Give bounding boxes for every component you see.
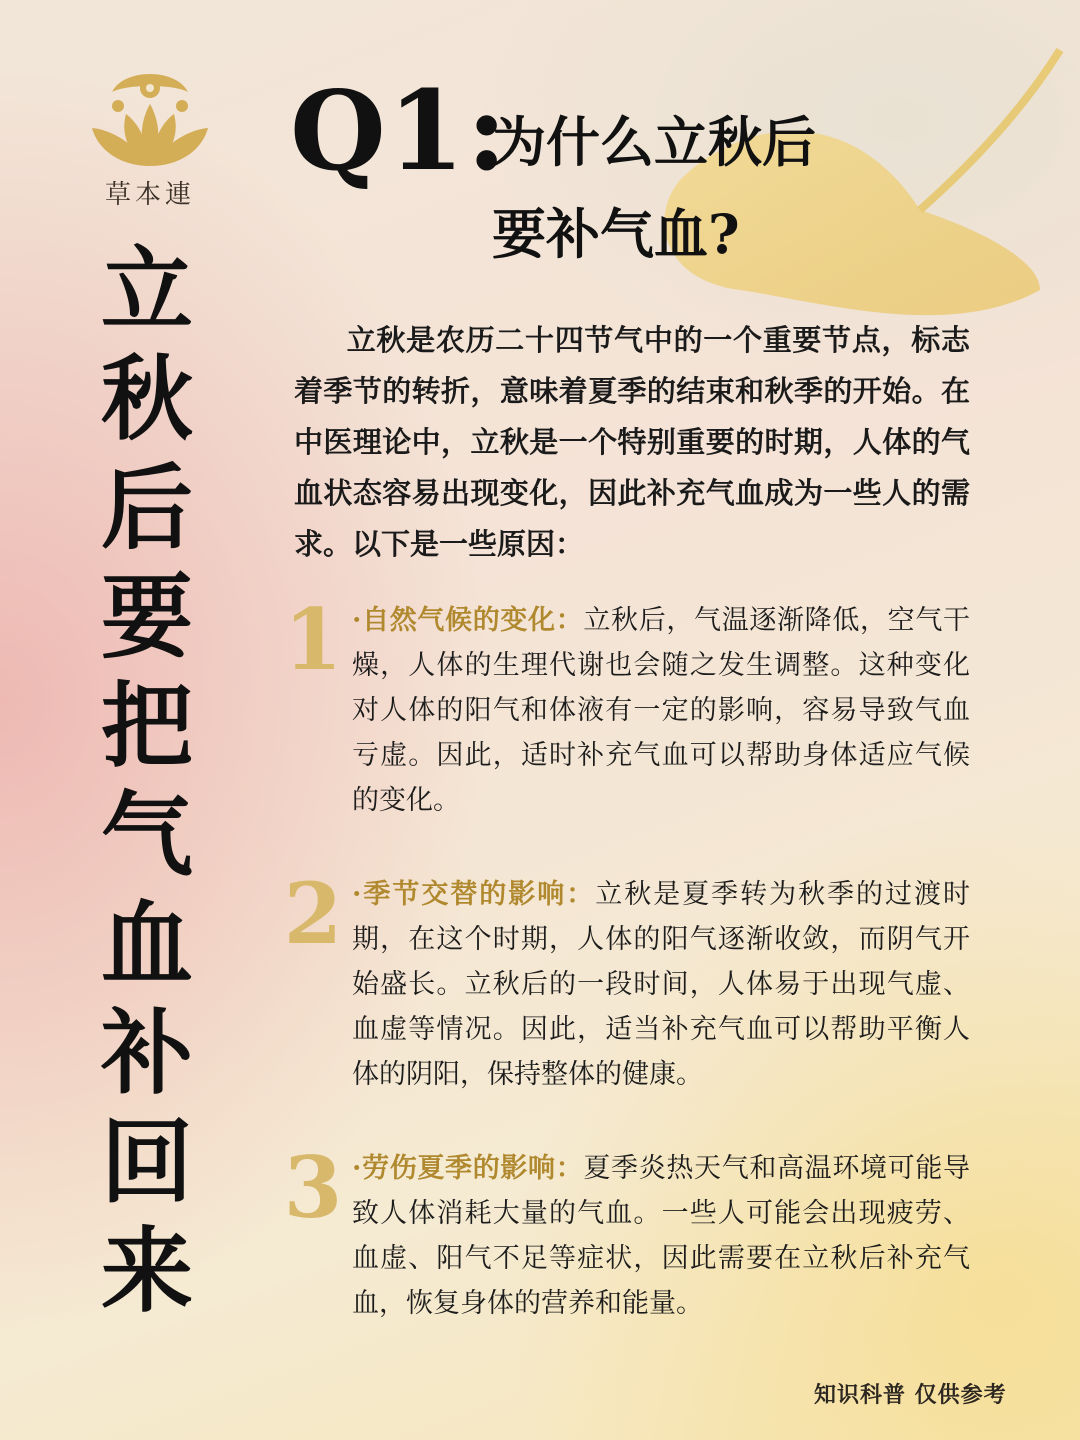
reason-body: 立秋后，气温逐渐降低，空气干燥，人体的生理代谢也会随之发生调整。这种变化对人体的阳气和体液有一定的影响，容易导致气血亏虚。因此，适时补充气血可以帮助身体适应气候的变化。 <box>352 605 970 816</box>
reason-number: 2 <box>283 864 343 963</box>
footer-note: 知识科普 仅供参考 <box>814 1382 1007 1408</box>
reason-number: 3 <box>283 1138 343 1237</box>
reason-text <box>352 598 970 823</box>
intro-text: 立秋是农历二十四节气中的一个重要节点，标志着季节的转折，意味着夏季的结束和秋季的开始。在中医理论中，立秋是一个特别重要的时期，人体的气血状态容易出现变化，因此补充气血成为一些人的需求。以下是一些原因： <box>294 323 970 561</box>
brand-logo <box>82 62 218 211</box>
reason-body: 立秋是夏季转为秋季的过渡时期，在这个时期，人体的阳气逐渐收敛，而阴气开始盛长。立秋后的一段时间，人体易于出现气虚、血虚等情况。因此，适当补充气血可以帮助平衡人体的阴阳，保持整体的健康。 <box>352 879 971 1090</box>
lotus-logo-icon <box>84 62 216 170</box>
question-line-2: 要补气血? <box>492 202 740 266</box>
brand-name: 草本連 <box>104 180 195 210</box>
reason-item-1 <box>280 590 970 823</box>
intro-paragraph <box>294 315 970 570</box>
reason-number: 1 <box>283 590 343 689</box>
reason-item-2 <box>280 864 971 1097</box>
reason-body: 夏季炎热天气和高温环境可能导致人体消耗大量的气血。一些人可能会出现疲劳、血虚、阳气不足等症状，因此需要在立秋后补充气血，恢复身体的营养和能量。 <box>352 1153 970 1319</box>
question-line-1: 为什么立秋后 <box>492 110 816 174</box>
question-number: Q1: <box>290 66 509 195</box>
reason-heading: ·劳伤夏季的影响： <box>352 1153 584 1184</box>
reason-text <box>352 1146 970 1326</box>
reason-heading: ·季节交替的影响： <box>352 879 596 910</box>
reason-heading: ·自然气候的变化： <box>352 605 584 636</box>
reason-item-3 <box>280 1138 970 1326</box>
vertical-title: 立秋后 要把气血补回来 <box>100 236 193 1325</box>
reason-text <box>352 872 970 1097</box>
